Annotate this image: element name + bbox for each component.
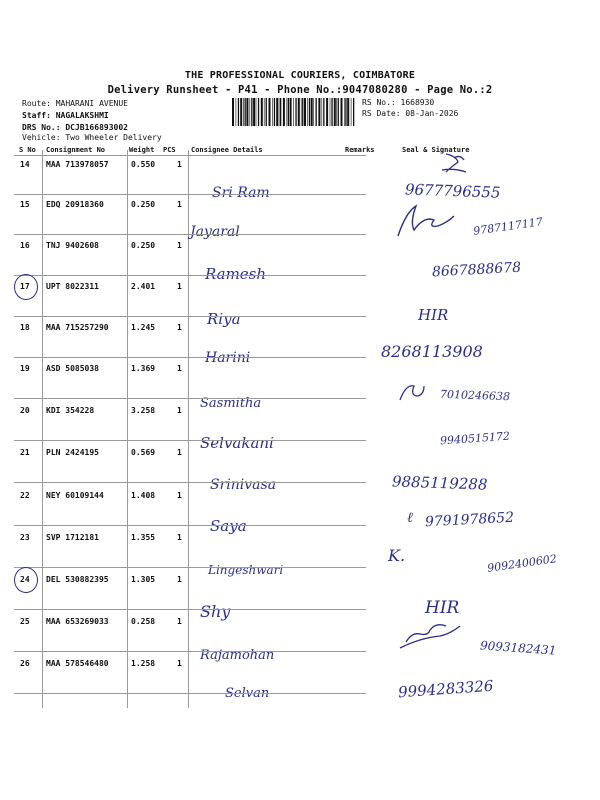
row-weight: 1.245 <box>131 323 156 332</box>
signature-handwritten: HIR <box>418 306 449 324</box>
row-sno: 15 <box>20 200 30 209</box>
barcode-bar <box>302 98 303 126</box>
barcode-bar <box>266 98 267 126</box>
barcode-bar <box>264 98 265 126</box>
barcode-bar <box>330 98 331 126</box>
col-pcs: PCS <box>163 146 176 154</box>
row-pcs: 1 <box>177 200 182 209</box>
drs-number: DRS No.: DCJB166893002 <box>22 123 128 132</box>
barcode-bar <box>309 98 310 126</box>
signature-handwritten: 9787117117 <box>472 215 544 238</box>
signature-handwritten: 9092400602 <box>486 552 558 575</box>
barcode-bar <box>341 98 343 126</box>
signature-scribble <box>396 380 426 404</box>
row-weight: 0.569 <box>131 448 156 457</box>
barcode-bar <box>245 98 246 126</box>
barcode-bar <box>240 98 242 126</box>
row-consignment-no: MAA 713978057 <box>46 160 109 169</box>
signature-handwritten: 9791978652 <box>424 509 515 531</box>
barcode-bar <box>288 98 289 126</box>
signature-handwritten: 9994283326 <box>397 676 494 702</box>
barcode-bar <box>250 98 251 126</box>
barcode-bar <box>272 98 273 126</box>
row-pcs: 1 <box>177 160 182 169</box>
row-weight: 1.369 <box>131 364 156 373</box>
signature-handwritten: 8667888678 <box>431 259 522 281</box>
row-weight: 1.305 <box>131 575 156 584</box>
barcode-bar <box>334 98 336 126</box>
barcode <box>232 98 356 126</box>
row-sno: 26 <box>20 659 30 668</box>
row-pcs: 1 <box>177 282 182 291</box>
consignee-name-handwritten: Ramesh <box>205 265 267 283</box>
barcode-bar <box>313 98 314 126</box>
row-pcs: 1 <box>177 406 182 415</box>
circled-row-marker <box>14 567 38 593</box>
col-remarks: Remarks <box>345 146 375 154</box>
row-consignment-no: KDI 354228 <box>46 406 95 415</box>
row-sno: 24 <box>20 575 30 584</box>
barcode-bar <box>258 98 259 126</box>
row-separator <box>14 275 366 276</box>
signature-mark: ℓ <box>407 510 413 526</box>
company-title: THE PROFESSIONAL COURIERS, COIMBATORE <box>184 70 416 81</box>
barcode-bar <box>344 98 345 126</box>
row-separator <box>14 651 366 652</box>
rs-date: RS Date: 08-Jan-2026 <box>362 109 459 118</box>
barcode-bar <box>307 98 308 126</box>
row-pcs: 1 <box>177 241 182 250</box>
row-sno: 18 <box>20 323 30 332</box>
consignee-name-handwritten: Sasmitha <box>200 396 262 411</box>
row-separator <box>14 440 366 441</box>
barcode-bar <box>345 98 346 126</box>
col-seal-signature: Seal & Signature <box>402 146 470 154</box>
row-pcs: 1 <box>177 617 182 626</box>
row-separator <box>14 693 366 694</box>
row-pcs: 1 <box>177 533 182 542</box>
row-sno: 23 <box>20 533 30 542</box>
col-consignment: Consignment No <box>46 146 106 154</box>
consignee-name-handwritten: Jayaral <box>190 224 240 240</box>
barcode-bar <box>251 98 252 126</box>
barcode-bar <box>238 98 239 126</box>
row-sno: 19 <box>20 364 30 373</box>
barcode-bar <box>243 98 244 126</box>
barcode-bar <box>318 98 320 126</box>
row-pcs: 1 <box>177 364 182 373</box>
barcode-bar <box>274 98 275 126</box>
row-sno: 14 <box>20 160 30 169</box>
row-consignment-no: DEL 530882395 <box>46 575 109 584</box>
row-sno: 22 <box>20 491 30 500</box>
row-sno: 16 <box>20 241 30 250</box>
row-separator <box>14 194 366 195</box>
barcode-bar <box>347 98 349 126</box>
barcode-bar <box>316 98 317 126</box>
row-consignment-no: EDQ 20918360 <box>46 200 104 209</box>
row-separator <box>14 234 366 235</box>
row-consignment-no: NEY 60109144 <box>46 491 104 500</box>
signature-handwritten: HIR <box>425 598 460 618</box>
barcode-bar <box>290 98 292 126</box>
row-consignment-no: SVP 1712181 <box>46 533 99 542</box>
consignee-name-handwritten: Saya <box>210 517 247 535</box>
row-pcs: 1 <box>177 448 182 457</box>
row-weight: 2.401 <box>131 282 156 291</box>
barcode-bar <box>246 98 248 126</box>
signature-handwritten: 9093182431 <box>479 638 557 658</box>
row-consignment-no: MAA 653269033 <box>46 617 109 626</box>
barcode-bar <box>293 98 294 126</box>
barcode-bar <box>283 98 285 126</box>
row-sno: 25 <box>20 617 30 626</box>
row-pcs: 1 <box>177 659 182 668</box>
row-separator <box>14 398 366 399</box>
signature-scribble <box>392 202 462 242</box>
signature-mark: K. <box>388 546 406 565</box>
signature-handwritten: 9885119288 <box>391 472 488 494</box>
consignee-name-handwritten: Lingeshwari <box>208 563 284 577</box>
row-pcs: 1 <box>177 575 182 584</box>
signature-handwritten: 8268113908 <box>381 342 483 361</box>
consignee-name-handwritten: Srinivasa <box>210 477 277 493</box>
row-weight: 0.550 <box>131 160 156 169</box>
barcode-bar <box>269 98 271 126</box>
barcode-bar <box>280 98 281 126</box>
row-consignment-no: UPT 8022311 <box>46 282 99 291</box>
row-separator <box>14 609 366 610</box>
staff-label: Staff: NAGALAKSHMI <box>22 111 109 120</box>
barcode-bar <box>261 98 263 126</box>
signature-scribble <box>396 612 476 656</box>
barcode-bar <box>311 98 313 126</box>
barcode-bar <box>326 98 328 126</box>
barcode-bar <box>287 98 288 126</box>
barcode-bar <box>253 98 255 126</box>
row-weight: 3.258 <box>131 406 156 415</box>
vehicle-label: Vehicle: Two Wheeler Delivery <box>22 133 162 142</box>
barcode-bar <box>331 98 332 126</box>
row-separator <box>14 316 366 317</box>
col-weight: Weight <box>129 146 155 154</box>
barcode-bar <box>322 98 323 126</box>
row-weight: 1.258 <box>131 659 156 668</box>
row-weight: 0.250 <box>131 241 156 250</box>
row-weight: 0.250 <box>131 200 156 209</box>
consignee-name-handwritten: Selvakani <box>200 434 274 452</box>
barcode-bar <box>301 98 302 126</box>
barcode-bar <box>351 98 352 126</box>
barcode-bar <box>298 98 300 126</box>
consignee-name-handwritten: Riya <box>207 310 241 328</box>
row-separator <box>14 525 366 526</box>
consignee-name-handwritten: Harini <box>205 350 251 366</box>
route-label: Route: MAHARANI AVENUE <box>22 99 128 108</box>
row-consignment-no: MAA 578546480 <box>46 659 109 668</box>
consignee-name-handwritten: Shy <box>200 602 231 621</box>
row-sno: 20 <box>20 406 30 415</box>
barcode-bar <box>353 98 354 126</box>
circled-row-marker <box>14 274 38 300</box>
row-consignment-no: ASD 5085038 <box>46 364 99 373</box>
barcode-bar <box>279 98 280 126</box>
barcode-bar <box>256 98 257 126</box>
header-rule <box>14 155 366 156</box>
row-weight: 1.408 <box>131 491 156 500</box>
runsheet-subtitle: Delivery Runsheet - P41 - Phone No.:9047080280 - Page No.:2 <box>107 84 493 96</box>
barcode-bar <box>304 98 306 126</box>
barcode-bar <box>295 98 296 126</box>
row-weight: 1.355 <box>131 533 156 542</box>
col-sno: S No <box>19 146 36 154</box>
col-consignee: Consignee Details <box>191 146 263 154</box>
barcode-bar <box>336 98 337 126</box>
barcode-bar <box>236 98 237 126</box>
rs-number: RS No.: 1668930 <box>362 98 435 107</box>
barcode-bar <box>338 98 339 126</box>
row-separator <box>14 357 366 358</box>
consignee-name-handwritten: Rajamohan <box>200 648 275 663</box>
row-consignment-no: TNJ 9402608 <box>46 241 99 250</box>
row-pcs: 1 <box>177 323 182 332</box>
row-separator <box>14 482 366 483</box>
row-separator <box>14 567 366 568</box>
row-sno: 21 <box>20 448 30 457</box>
seal-scribble <box>440 150 474 176</box>
signature-handwritten: 9677796555 <box>404 180 501 202</box>
barcode-bar <box>232 98 234 126</box>
barcode-bar <box>323 98 324 126</box>
row-pcs: 1 <box>177 491 182 500</box>
barcode-bar <box>276 98 278 126</box>
consignee-name-handwritten: Selvan <box>225 686 270 701</box>
consignee-name-handwritten: Sri Ram <box>212 185 270 201</box>
signature-handwritten: 7010246638 <box>439 387 511 404</box>
row-consignment-no: MAA 715257290 <box>46 323 109 332</box>
row-sno: 17 <box>20 282 30 291</box>
signature-handwritten: 9940515172 <box>439 429 511 448</box>
row-weight: 0.258 <box>131 617 156 626</box>
row-consignment-no: PLN 2424195 <box>46 448 99 457</box>
